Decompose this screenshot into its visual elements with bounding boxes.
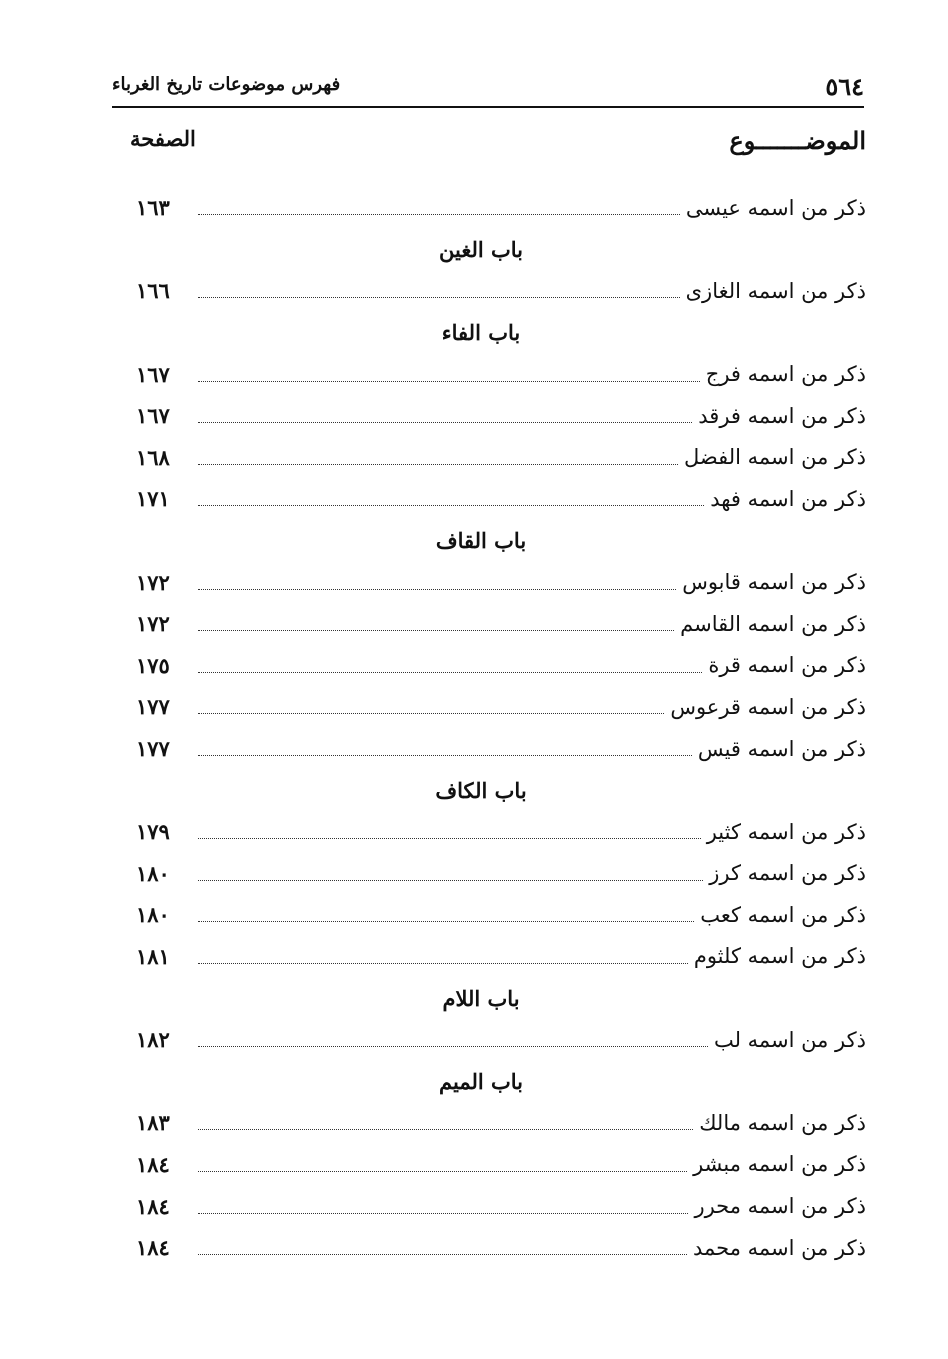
entry-title: ذكر من اسمه فرقد — [698, 403, 866, 428]
toc-entry — [136, 1102, 866, 1144]
section-heading: باب الفاء — [441, 320, 521, 346]
toc-entry — [136, 353, 866, 395]
dot-leader — [198, 1129, 693, 1130]
entry-title: ذكر من اسمه الفضل — [684, 445, 866, 470]
entry-page-number: ١٦٨ — [136, 444, 170, 470]
topic-column-heading: الموضـــــــوع — [729, 126, 866, 155]
section-heading: باب الميم — [439, 1068, 524, 1094]
entry-title: ذكر من اسمه كثير — [706, 819, 866, 844]
toc-entry — [136, 1019, 866, 1061]
page-header — [112, 64, 864, 104]
entry-page-number: ١٧١ — [136, 486, 170, 512]
dot-leader — [198, 963, 688, 964]
toc-entry — [136, 1144, 866, 1186]
toc-entry — [136, 811, 866, 853]
entry-title: ذكر من اسمه قابوس — [682, 570, 866, 595]
entry-page-number: ١٨١ — [136, 943, 170, 969]
dot-leader — [198, 672, 702, 673]
dot-leader — [198, 921, 694, 922]
entry-page-number: ١٧٢ — [136, 611, 170, 637]
dot-leader — [198, 880, 703, 881]
dot-leader — [198, 838, 701, 839]
toc-entry — [136, 478, 866, 520]
dot-leader — [198, 214, 680, 215]
table-of-contents — [136, 187, 866, 1268]
entry-page-number: ١٦٧ — [136, 361, 170, 387]
dot-leader — [198, 422, 692, 423]
entry-title: ذكر من اسمه فرج — [705, 362, 866, 387]
entry-page-number: ١٦٦ — [136, 278, 170, 304]
entry-title: ذكر من اسمه فهد — [710, 486, 866, 511]
entry-title: ذكر من اسمه كرز — [709, 861, 866, 886]
entry-page-number: ١٨٠ — [136, 860, 170, 886]
toc-entry — [136, 728, 866, 770]
entry-title: ذكر من اسمه عيسى — [685, 195, 866, 220]
entry-title: ذكر من اسمه قرعوس — [670, 694, 866, 719]
toc-entry — [136, 1185, 866, 1227]
entry-page-number: ١٧٥ — [136, 652, 170, 678]
dot-leader — [198, 1046, 708, 1047]
toc-entry — [136, 187, 866, 229]
entry-page-number: ١٧٧ — [136, 736, 170, 762]
entry-title: ذكر من اسمه قيس — [697, 736, 866, 761]
entry-title: ذكر من اسمه كعب — [700, 902, 866, 927]
toc-entry — [136, 1227, 866, 1269]
page-column-heading: الصفحة — [130, 126, 196, 151]
dot-leader — [198, 505, 704, 506]
toc-entry — [136, 686, 866, 728]
dot-leader — [198, 1254, 687, 1255]
entry-page-number: ١٧٧ — [136, 694, 170, 720]
entry-page-number: ١٨٤ — [136, 1193, 170, 1219]
dot-leader — [198, 381, 700, 382]
entry-page-number: ١٨٣ — [136, 1110, 170, 1136]
dot-leader — [198, 755, 692, 756]
dot-leader — [198, 1213, 688, 1214]
page-number: ٥٦٤ — [825, 72, 864, 101]
entry-title: ذكر من اسمه مبشر — [693, 1152, 866, 1177]
entry-page-number: ١٧٩ — [136, 819, 170, 845]
entry-page-number: ١٦٧ — [136, 403, 170, 429]
toc-entry — [136, 894, 866, 936]
column-headings — [130, 122, 866, 166]
section-heading: باب القاف — [435, 528, 527, 554]
entry-page-number: ١٨٠ — [136, 902, 170, 928]
toc-entry — [136, 853, 866, 895]
section-heading: باب اللام — [442, 985, 520, 1011]
toc-entry — [136, 270, 866, 312]
entry-title: ذكر من اسمه مالك — [699, 1110, 866, 1135]
dot-leader — [198, 1171, 687, 1172]
entry-title: ذكر من اسمه محرر — [694, 1194, 866, 1219]
entry-page-number: ١٨٢ — [136, 1027, 170, 1053]
toc-entry — [136, 936, 866, 978]
running-title: فهرس موضوعات تاريخ الغرباء — [112, 74, 341, 95]
entry-page-number: ١٧٢ — [136, 569, 170, 595]
header-rule — [112, 106, 864, 108]
entry-title: ذكر من اسمه لب — [713, 1027, 866, 1052]
entry-title: ذكر من اسمه الغازى — [685, 278, 866, 303]
dot-leader — [198, 713, 664, 714]
entry-title: ذكر من اسمه محمد — [693, 1235, 866, 1260]
toc-entry — [136, 645, 866, 687]
dot-leader — [198, 630, 674, 631]
entry-page-number: ١٨٤ — [136, 1235, 170, 1261]
dot-leader — [198, 464, 678, 465]
entry-page-number: ١٨٤ — [136, 1151, 170, 1177]
toc-entry — [136, 395, 866, 437]
dot-leader — [198, 589, 676, 590]
dot-leader — [198, 297, 680, 298]
toc-entry — [136, 603, 866, 645]
entry-title: ذكر من اسمه القاسم — [680, 611, 866, 636]
section-heading: باب الغين — [439, 236, 524, 262]
toc-entry — [136, 437, 866, 479]
section-heading: باب الكاف — [435, 777, 527, 803]
toc-entry — [136, 561, 866, 603]
entry-title: ذكر من اسمه قرة — [708, 653, 866, 678]
entry-title: ذكر من اسمه كلثوم — [693, 944, 866, 969]
entry-page-number: ١٦٣ — [136, 195, 170, 221]
